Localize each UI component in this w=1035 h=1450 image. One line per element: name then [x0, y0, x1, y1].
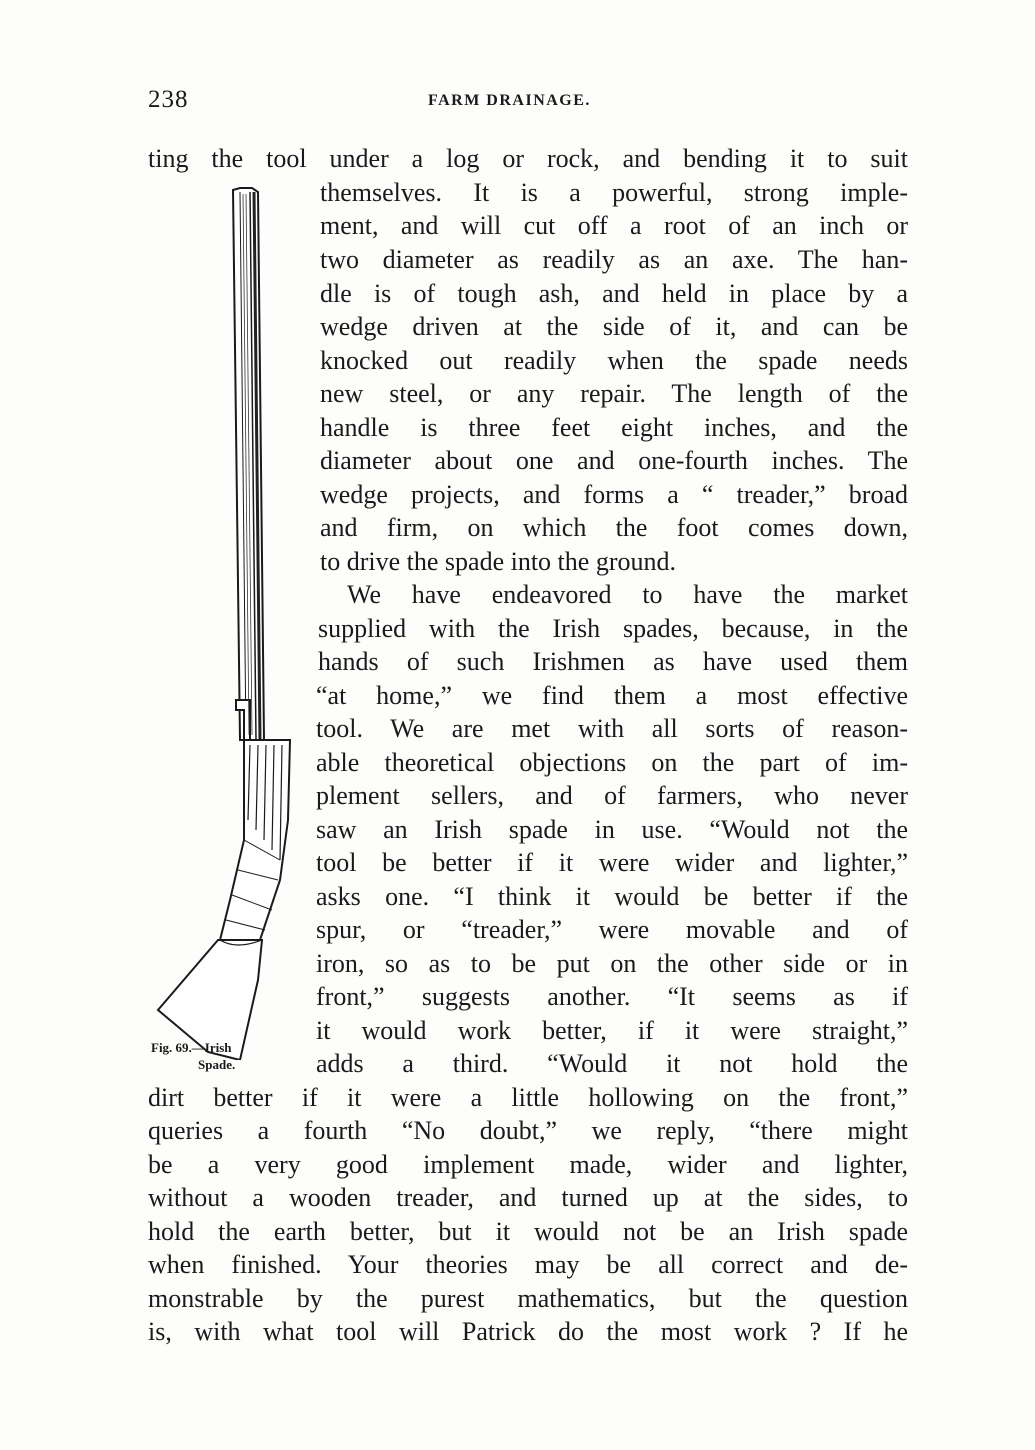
- text-line: ting the tool under a log or rock, and bending it to suit: [148, 144, 908, 173]
- text-line: monstrable by the purest mathematics, but the question: [148, 1284, 908, 1313]
- text-line: knocked out readily when the spade needs: [320, 346, 908, 375]
- text-line: tool be better if it were wider and lighter,”: [316, 848, 908, 877]
- text-line: We have endeavored to have the market: [347, 580, 908, 609]
- page-number: 238: [148, 86, 189, 113]
- text-line: adds a third. “Would it not hold the: [316, 1049, 908, 1078]
- page-header: [148, 86, 908, 118]
- text-line: two diameter as readily as an axe. The han-: [320, 245, 908, 274]
- text-line: when finished. Your theories may be all correct and de-: [148, 1250, 908, 1279]
- text-line: to drive the spade into the ground.: [320, 547, 676, 576]
- text-line: it would work better, if it were straight,”: [316, 1016, 908, 1045]
- text-line: spur, or “treader,” were movable and of: [316, 915, 908, 944]
- text-line: asks one. “I think it would be better if the: [316, 882, 908, 911]
- text-line: handle is three feet eight inches, and the: [320, 413, 908, 442]
- irish-spade-icon: [140, 180, 300, 1060]
- text-line: hands of such Irishmen as have used them: [318, 647, 908, 676]
- text-line: able theoretical objections on the part of im-: [316, 748, 908, 777]
- text-line: be a very good implement made, wider and lighter,: [148, 1150, 908, 1179]
- text-line: is, with what tool will Patrick do the most work ? If he: [148, 1317, 908, 1346]
- text-line: queries a fourth “No doubt,” we reply, “there might: [148, 1116, 908, 1145]
- caption-line-2: Spade.: [198, 1057, 236, 1072]
- text-line: diameter about one and one-fourth inches. The: [320, 446, 908, 475]
- figure-irish-spade: [140, 180, 300, 1060]
- text-line: wedge projects, and forms a “ treader,” broad: [320, 480, 908, 509]
- caption-line-1: Fig. 69.—Irish: [151, 1040, 232, 1055]
- text-line: hold the earth better, but it would not be an Irish spade: [148, 1217, 908, 1246]
- text-line: without a wooden treader, and turned up at the sides, to: [148, 1183, 908, 1212]
- text-line: iron, so as to be put on the other side or in: [316, 949, 908, 978]
- text-line: saw an Irish spade in use. “Would not the: [316, 815, 908, 844]
- text-line: themselves. It is a powerful, strong imple-: [320, 178, 908, 207]
- text-line: plement sellers, and of farmers, who never: [316, 781, 908, 810]
- text-line: and firm, on which the foot comes down,: [320, 513, 908, 542]
- text-line: wedge driven at the side of it, and can be: [320, 312, 908, 341]
- text-line: ment, and will cut off a root of an inch or: [320, 211, 908, 240]
- text-line: front,” suggests another. “It seems as if: [316, 982, 908, 1011]
- text-line: dle is of tough ash, and held in place by a: [320, 279, 908, 308]
- text-line: “at home,” we find them a most effective: [316, 681, 908, 710]
- text-line: dirt better if it were a little hollowing on the front,”: [148, 1083, 908, 1112]
- text-line: supplied with the Irish spades, because, in the: [318, 614, 908, 643]
- text-line: new steel, or any repair. The length of the: [320, 379, 908, 408]
- running-head: FARM DRAINAGE.: [428, 92, 591, 109]
- text-line: tool. We are met with all sorts of reason-: [316, 714, 908, 743]
